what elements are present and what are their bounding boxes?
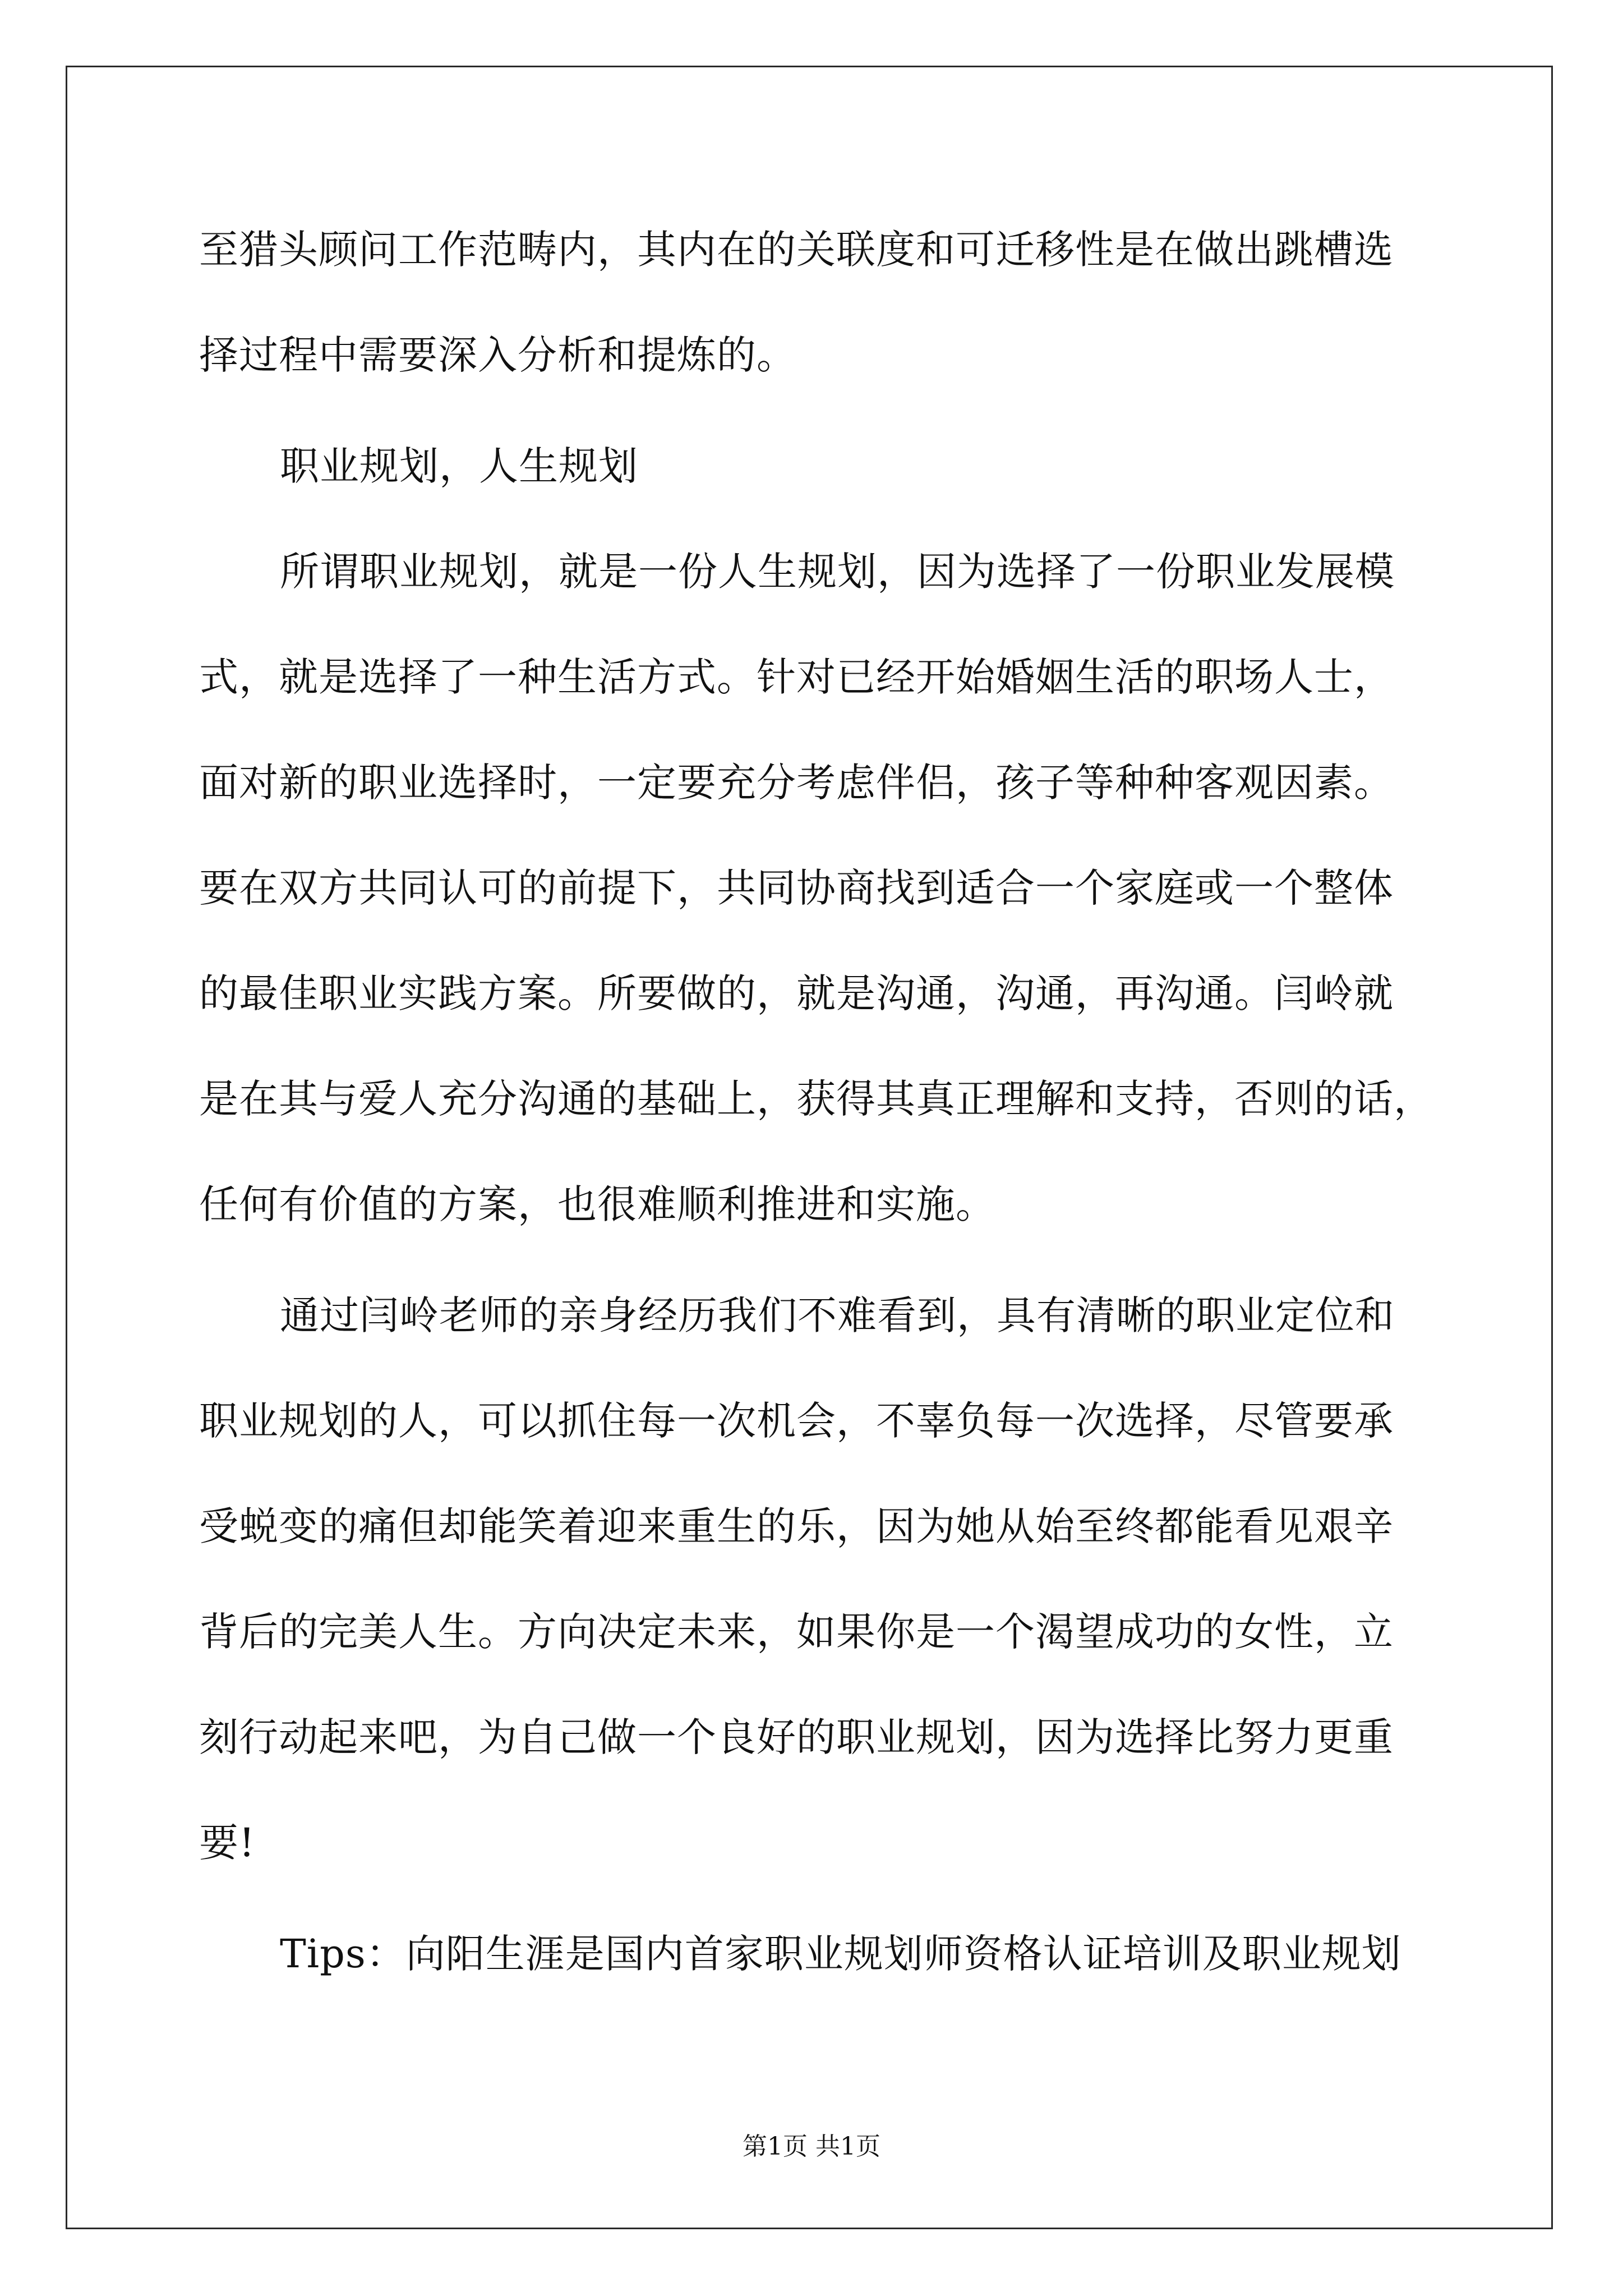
text-line: 的最佳职业实践方案。所要做的，就是沟通，沟通，再沟通。闫岭就 — [199, 970, 1394, 1016]
section-heading: 职业规划，人生规划 — [280, 443, 638, 489]
text-line: 要在双方共同认可的前提下，共同协商找到适合一个家庭或一个整体 — [199, 865, 1394, 911]
text-line: 职业规划的人，可以抓住每一次机会，不辜负每一次选择，尽管要承 — [199, 1398, 1394, 1444]
text-line: 要! — [199, 1820, 256, 1866]
text-line: 至猎头顾问工作范畴内，其内在的关联度和可迁移性是在做出跳槽选 — [199, 227, 1394, 273]
text-line: 背后的完美人生。方向决定未来，如果你是一个渴望成功的女性，立 — [199, 1609, 1394, 1655]
text-line: 任何有价值的方案，也很难顺利推进和实施。 — [199, 1181, 995, 1227]
text-line: 所谓职业规划，就是一份人生规划，因为选择了一份职业发展模 — [280, 549, 1395, 595]
document-body — [199, 216, 1433, 2026]
text-line: Tips：向阳生涯是国内首家职业规划师资格认证培训及职业规划 — [280, 1931, 1401, 1977]
page-footer: 第1页 共1页 — [743, 2132, 880, 2161]
text-line: 式，就是选择了一种生活方式。针对已经开始婚姻生活的职场人士， — [199, 654, 1394, 700]
text-line: 刻行动起来吧，为自己做一个良好的职业规划，因为选择比努力更重 — [199, 1714, 1394, 1760]
text-line: 是在其与爱人充分沟通的基础上，获得其真正理解和支持，否则的话， — [199, 1076, 1433, 1122]
text-line: 受蜕变的痛但却能笑着迎来重生的乐，因为她从始至终都能看见艰辛 — [199, 1503, 1394, 1549]
text-line: 择过程中需要深入分析和提炼的。 — [199, 332, 796, 378]
text-line: 通过闫岭老师的亲身经历我们不难看到，具有清晰的职业定位和 — [280, 1292, 1395, 1338]
text-line: 面对新的职业选择时，一定要充分考虑伴侣，孩子等种种客观因素。 — [199, 760, 1394, 806]
